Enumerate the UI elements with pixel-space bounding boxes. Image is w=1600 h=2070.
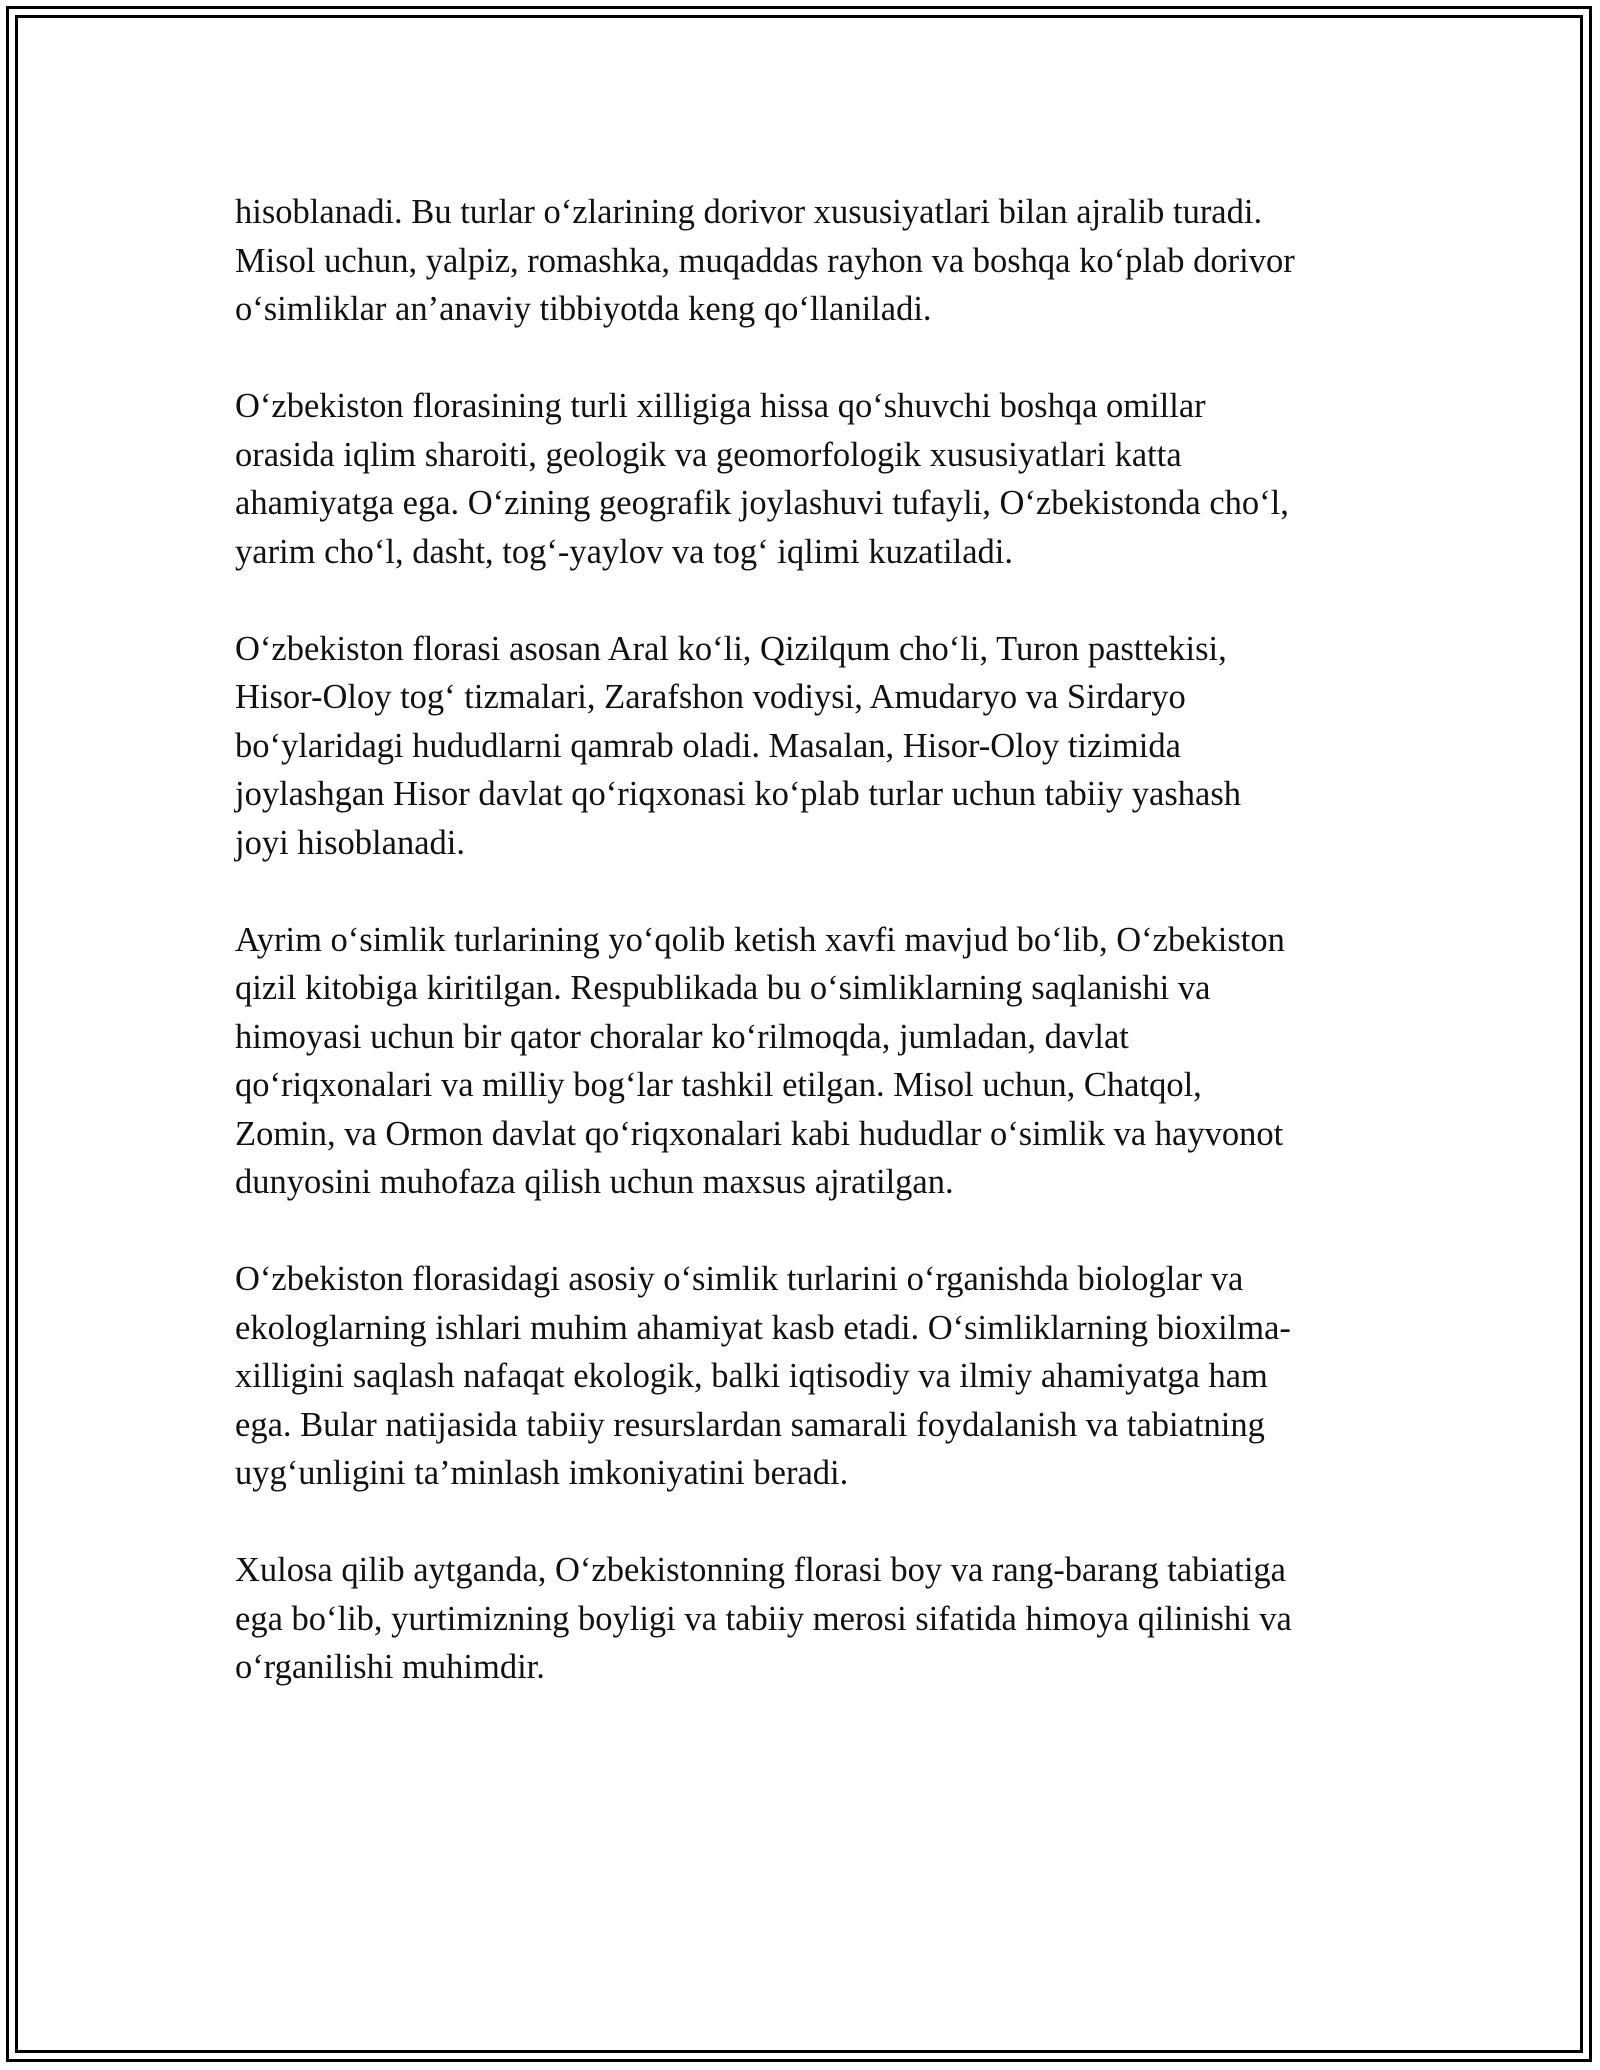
text-line: orasida iqlim sharoiti, geologik va geomorfologik xususiyatlari katta	[235, 435, 1182, 474]
text-line: O‘zbekiston florasi asosan Aral ko‘li, Qizilqum cho‘li, Turon pasttekisi,	[235, 629, 1227, 668]
paragraph-4	[235, 916, 1375, 1207]
paragraph-3	[235, 625, 1375, 868]
paragraph-5	[235, 1255, 1375, 1498]
text-line: Ayrim o‘simlik turlarining yo‘qolib ketish xavfi mavjud bo‘lib, O‘zbekiston	[235, 920, 1285, 959]
text-line: joyi hisoblanadi.	[235, 823, 465, 862]
text-line: dunyosini muhofaza qilish uchun maxsus ajratilgan.	[235, 1163, 954, 1201]
text-line: Misol uchun, yalpiz, romashka, muqaddas rayhon va boshqa ko‘plab dorivor	[235, 241, 1295, 280]
document-body	[235, 188, 1375, 1692]
text-line: joylashgan Hisor davlat qo‘riqxonasi ko‘plab turlar uchun tabiiy yashash	[235, 775, 1242, 813]
text-line: Hisor-Oloy tog‘ tizmalari, Zarafshon vodiysi, Amudaryo va Sirdaryo	[235, 678, 1186, 716]
text-line: Zomin, va Ormon davlat qo‘riqxonalari kabi hududlar o‘simlik va hayvonot	[235, 1114, 1284, 1153]
text-line: qizil kitobiga kiritilgan. Respublikada bu o‘simliklarning saqlanishi va	[235, 969, 1211, 1007]
text-line: xilligini saqlash nafaqat ekologik, balki iqtisodiy va ilmiy ahamiyatga ham	[235, 1357, 1268, 1395]
text-line: himoyasi uchun bir qator choralar ko‘rilmoqda, jumladan, davlat	[235, 1017, 1129, 1056]
text-line: Xulosa qilib aytganda, O‘zbekistonning florasi boy va rang-barang tabiatiga	[235, 1551, 1286, 1589]
text-line: qo‘riqxonalari va milliy bog‘lar tashkil etilgan. Misol uchun, Chatqol,	[235, 1066, 1202, 1104]
text-line: yarim cho‘l, dasht, tog‘-yaylov va tog‘ iqlimi kuzatiladi.	[235, 532, 1013, 571]
paragraph-2	[235, 382, 1375, 576]
text-line: ega bo‘lib, yurtimizning boyligi va tabiiy merosi sifatida himoya qilinishi va	[235, 1599, 1292, 1638]
text-line: hisoblanadi. Bu turlar o‘zlarining dorivor xususiyatlari bilan ajralib turadi.	[235, 193, 1263, 231]
text-line: o‘simliklar an’anaviy tibbiyotda keng qo‘llaniladi.	[235, 290, 932, 328]
text-line: O‘zbekiston florasidagi asosiy o‘simlik turlarini o‘rganishda biologlar va	[235, 1260, 1244, 1298]
text-line: O‘zbekiston florasining turli xilligiga hissa qo‘shuvchi boshqa omillar	[235, 387, 1206, 425]
text-line: ega. Bular natijasida tabiiy resurslardan samarali foydalanish va tabiatning	[235, 1405, 1265, 1444]
text-line: ekologlarning ishlari muhim ahamiyat kasb etadi. O‘simliklarning bioxilma-	[235, 1308, 1291, 1347]
paragraph-6	[235, 1546, 1375, 1692]
text-line: o‘rganilishi muhimdir.	[235, 1648, 545, 1686]
paragraph-1	[235, 188, 1375, 334]
text-line: ahamiyatga ega. O‘zining geografik joylashuvi tufayli, O‘zbekistonda cho‘l,	[235, 484, 1289, 522]
text-line: uyg‘unligini ta’minlash imkoniyatini beradi.	[235, 1454, 849, 1492]
text-line: bo‘ylaridagi hududlarni qamrab oladi. Masalan, Hisor-Oloy tizimida	[235, 726, 1181, 765]
